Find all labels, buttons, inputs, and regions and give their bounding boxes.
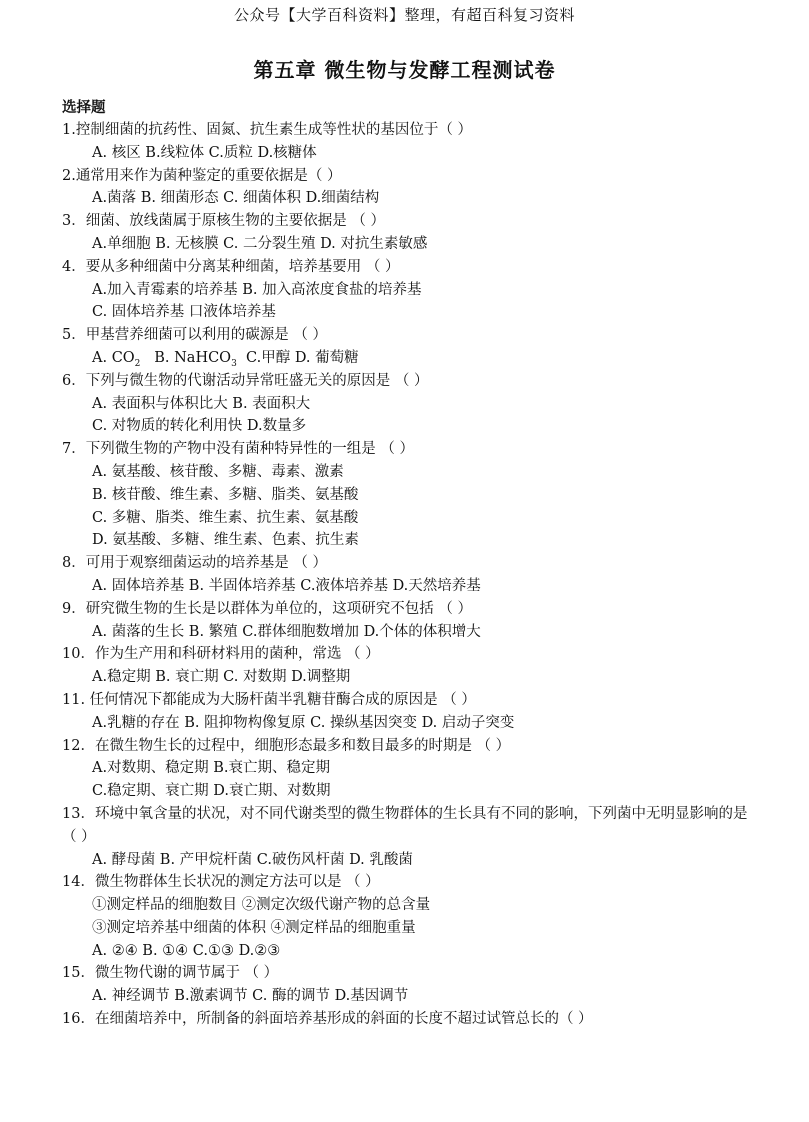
q2-stem: 2.通常用来作为菌种鉴定的重要依据是（ ） (62, 167, 342, 184)
q6-stem: 6．下列与微生物的代谢活动异常旺盛无关的原因是 （ ） (62, 372, 429, 389)
q13-stem: 13．环境中氧含量的状况，对不同代谢类型的微生物群体的生长具有不同的影响，下列菌中无明显影响的是 （ ） (62, 805, 748, 845)
q2-options: A.菌落 B. 细菌形态 C. 细菌体积 D.细菌结构 (92, 190, 380, 207)
q13-options: A. 酵母菌 B. 产甲烷杆菌 C.破伤风杆菌 D. 乳酸菌 (92, 851, 413, 868)
q15-stem: 15．微生物代谢的调节属于 （ ） (62, 965, 279, 982)
q8-stem: 8．可用于观察细菌运动的培养基是 （ ） (62, 555, 327, 572)
q10-stem: 10．作为生产用和科研材料用的菌种，常选 （ ） (62, 646, 380, 663)
section-label: 选择题 (62, 99, 106, 116)
q12-stem: 12．在微生物生长的过程中，细胞形态最多和数目最多的时期是 （ ） (62, 737, 511, 754)
q7-option-c: C. 多糖、脂类、维生素、抗生素、氨基酸 (92, 509, 359, 526)
q9-stem: 9．研究微生物的生长是以群体为单位的，这项研究不包括 （ ） (62, 600, 472, 617)
q11-stem: 11. 任何情况下都能成为大肠杆菌半乳糖苷酶合成的原因是 （ ） (62, 691, 476, 708)
q7-stem: 7．下列微生物的产物中没有菌种特异性的一组是 （ ） (62, 441, 414, 458)
q7-option-a: A. 氨基酸、核苷酸、多糖、毒素、激素 (92, 463, 344, 480)
q6-options-2: C. 对物质的转化利用快 D.数量多 (92, 418, 307, 435)
q14-stem: 14．微生物群体生长状况的测定方法可以是 （ ） (62, 874, 380, 891)
q5-option-a: A. CO (92, 349, 135, 366)
q5-option-a-subscript: 2 (134, 358, 141, 369)
q10-options: A.稳定期 B. 衰亡期 C. 对数期 D.调整期 (92, 669, 351, 686)
q5-option-b-subscript: 3 (231, 358, 237, 369)
q15-options: A. 神经调节 B.激素调节 C. 酶的调节 D.基因调节 (92, 988, 409, 1005)
header-note: 公众号【大学百科资料】整理，有超百科复习资料 (233, 6, 575, 24)
q4-options-1: A.加入青霉素的培养基 B. 加入高浓度食盐的培养基 (92, 281, 422, 298)
q12-options-2: C.稳定期、衰亡期 D.衰亡期、对数期 (92, 783, 331, 800)
q7-option-d: D. 氨基酸、多糖、维生素、色素、抗生素 (92, 532, 359, 549)
q1-options: A. 核区 B.线粒体 C.质粒 D.核糖体 (92, 144, 317, 161)
q14-options-3: A. ②④ B. ①④ C.①③ D.②③ (92, 942, 281, 959)
q5-option-cd: C.甲醇 D. 葡萄糖 (246, 349, 359, 366)
q16-stem: 16．在细菌培养中，所制备的斜面培养基形成的斜面的长度不超过试管总长的（ ） (62, 1011, 593, 1028)
q3-stem: 3．细菌、放线菌属于原核生物的主要依据是 （ ） (62, 213, 385, 230)
q11-options: A.乳糖的存在 B. 阻抑物构像复原 C. 操纵基因突变 D. 启动子突变 (92, 714, 515, 731)
q5-options (62, 347, 762, 370)
q4-stem: 4．要从多种细菌中分离某种细菌，培养基要用 （ ） (62, 258, 400, 275)
q1-stem: 1.控制细菌的抗药性、固氮、抗生素生成等性状的基因位于（ ） (62, 122, 472, 138)
question-list (62, 119, 762, 1031)
q5-option-b: B. NaHCO (154, 349, 232, 366)
q14-options-1: ①测定样品的细胞数目 ②测定次级代谢产物的总含量 (92, 897, 431, 914)
q7-option-b: B. 核苷酸、维生素、多糖、脂类、氨基酸 (92, 486, 359, 503)
page-title: 第五章 微生物与发酵工程测试卷 (253, 58, 556, 82)
q5-stem: 5．甲基营养细菌可以利用的碳源是 （ ） (62, 327, 327, 344)
q14-options-2: ③测定培养基中细菌的体积 ④测定样品的细胞重量 (92, 919, 416, 936)
q12-options-1: A.对数期、稳定期 B.衰亡期、稳定期 (92, 760, 330, 777)
q6-options-1: A. 表面积与体积比大 B. 表面积大 (92, 395, 311, 412)
q9-options: A. 菌落的生长 B. 繁殖 C.群体细胞数增加 D.个体的体积增大 (92, 623, 481, 640)
q3-options: A.单细胞 B. 无核膜 C. 二分裂生殖 D. 对抗生素敏感 (92, 235, 428, 252)
q4-options-2: C. 固体培养基 口液体培养基 (92, 304, 276, 321)
q8-options: A. 固体培养基 B. 半固体培养基 C.液体培养基 D.天然培养基 (92, 577, 481, 594)
